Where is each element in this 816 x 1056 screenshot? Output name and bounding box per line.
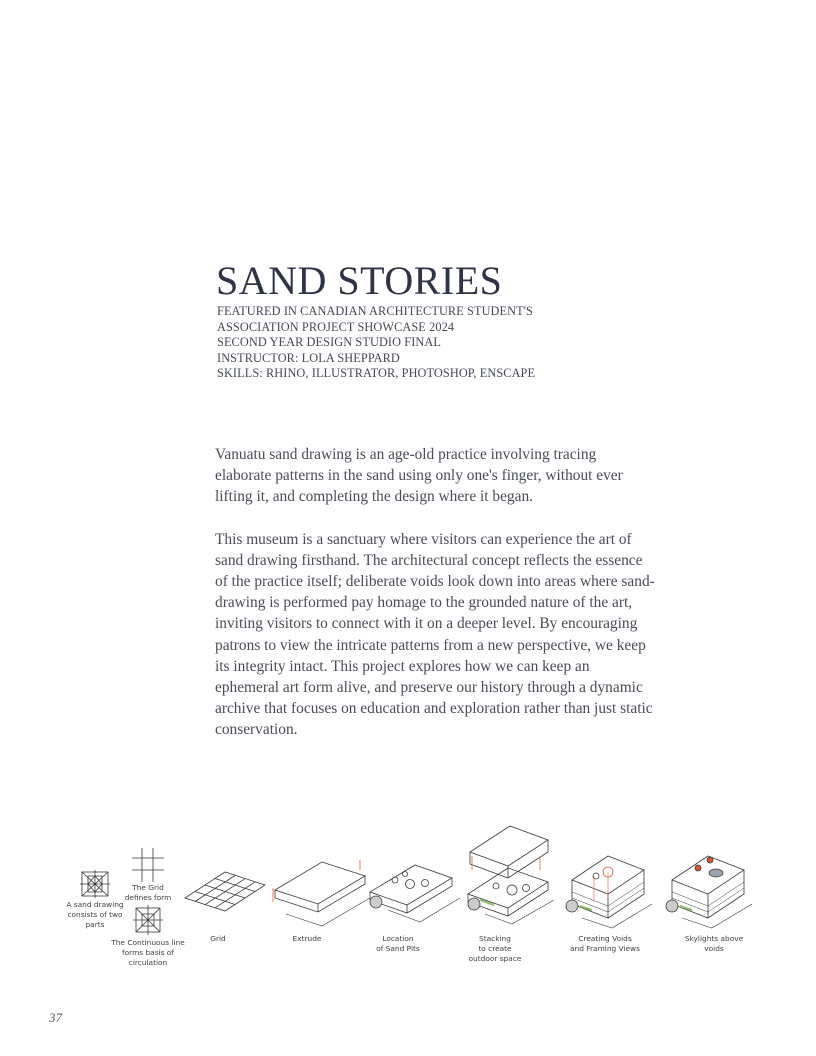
caption-extrude: Extrude — [292, 934, 322, 943]
voids-box-icon — [566, 856, 652, 928]
paragraph-intro: Vanuatu sand drawing is an age-old practice involving tracing elaborate patterns in the sand using only one's finger, without ever lifting it, and completing the design where it began. — [215, 446, 623, 506]
page-number: 37 — [49, 1010, 62, 1025]
caption-continuous-line: The Continuous line forms basis of circulation — [111, 938, 185, 967]
caption-sand-pits: Location of Sand Pits — [376, 934, 420, 953]
meta-skills: SKILLS: RHINO, ILLUSTRATOR, PHOTOSHOP, ENSCAPE — [217, 366, 536, 380]
meta-studio: SECOND YEAR DESIGN STUDIO FINAL — [217, 335, 441, 349]
meta-featured-line-2: ASSOCIATION PROJECT SHOWCASE 2024 — [217, 319, 455, 334]
caption-stacking: Stacking to create outdoor space — [468, 934, 522, 963]
sand-pits-box-icon — [370, 865, 460, 922]
grid-defines-icon — [132, 848, 164, 882]
skylights-box-icon — [666, 856, 752, 928]
caption-grid-defines: The Grid defines form — [124, 883, 172, 902]
caption-sand-drawing: A sand drawing consists of two parts — [66, 900, 124, 929]
stacking-box-icon — [468, 826, 554, 924]
concept-diagram-strip — [60, 810, 760, 984]
caption-grid: Grid — [210, 934, 226, 943]
project-description — [215, 444, 655, 762]
project-meta — [217, 304, 535, 382]
paragraph-concept: This museum is a sanctuary where visitors can experience the art of sand drawing firsthand. The architectural concept reflects the essence of the practice itself; deliberate voids look down into areas where sand-drawing is performed pay homage to the grounded nature of the art, inviting visitors to connect with it on a deeper level. By encouraging patrons to view the intricate patterns from a new perspective, we keep its integrity intact. This project explores how we can keep an ephemeral art form alive, and preserve our history through a dynamic archive that focuses on education and exploration rather than just static conservation. — [215, 530, 655, 739]
project-title: SAND STORIES — [216, 258, 503, 303]
meta-instructor: INSTRUCTOR: LOLA SHEPPARD — [217, 350, 400, 365]
caption-voids: Creating Voids and Framing Views — [570, 934, 640, 953]
extrude-box-icon — [273, 860, 370, 926]
grid-plane-icon — [185, 872, 265, 911]
meta-featured-line-1: FEATURED IN CANADIAN ARCHITECTURE STUDENT'S — [217, 304, 533, 318]
caption-skylights: Skylights above voids — [684, 934, 744, 953]
continuous-line-icon — [133, 905, 163, 935]
sand-drawing-icon — [80, 870, 110, 898]
